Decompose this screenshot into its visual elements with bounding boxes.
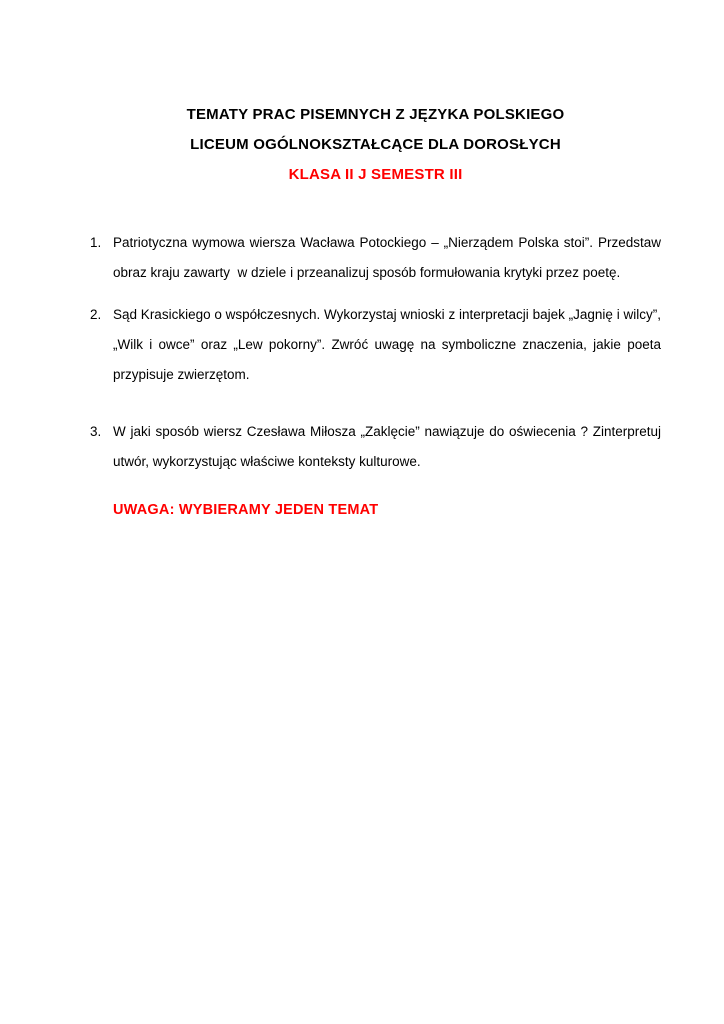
topic-item-2 (90, 300, 665, 390)
topic-number: 1. (90, 235, 102, 250)
topic-item-3 (90, 417, 665, 477)
document-title-line-2: LICEUM OGÓLNOKSZTAŁCĄCE DLA DOROSŁYCH (190, 136, 561, 153)
topic-text: Patriotyczna wymowa wiersza Wacława Potockiego – „Nierządem Polska stoi”. Przedstaw obraz kraju zawarty w dziele i przeanalizuj sposób formułowania krytyki przez poetę. (113, 235, 665, 280)
document-title-line-1: TEMATY PRAC PISEMNYCH Z JĘZYKA POLSKIEGO (186, 106, 565, 123)
topic-text: Sąd Krasickiego o współczesnych. Wykorzystaj wnioski z interpretacji bajek „Jagnię i wilcy”, „Wilk i owce” oraz „Lew pokorny”. Zwróć uwagę na symboliczne znaczenia, jakie poeta przypisuje zwierzętom. (113, 307, 665, 382)
topic-text: W jaki sposób wiersz Czesława Miłosza „Zaklęcie” nawiązuje do oświecenia ? Zinterpretuj utwór, wykorzystując właściwe konteksty kulturowe. (113, 424, 665, 469)
topic-number: 2. (90, 307, 102, 322)
document-header (90, 100, 661, 190)
topics-list (90, 228, 665, 477)
topic-number: 3. (90, 424, 102, 439)
warning-note: UWAGA: WYBIERAMY JEDEN TEMAT (113, 502, 379, 518)
document-subtitle-class-semester: KLASA II J SEMESTR III (288, 166, 463, 183)
topic-item-1 (90, 228, 665, 288)
